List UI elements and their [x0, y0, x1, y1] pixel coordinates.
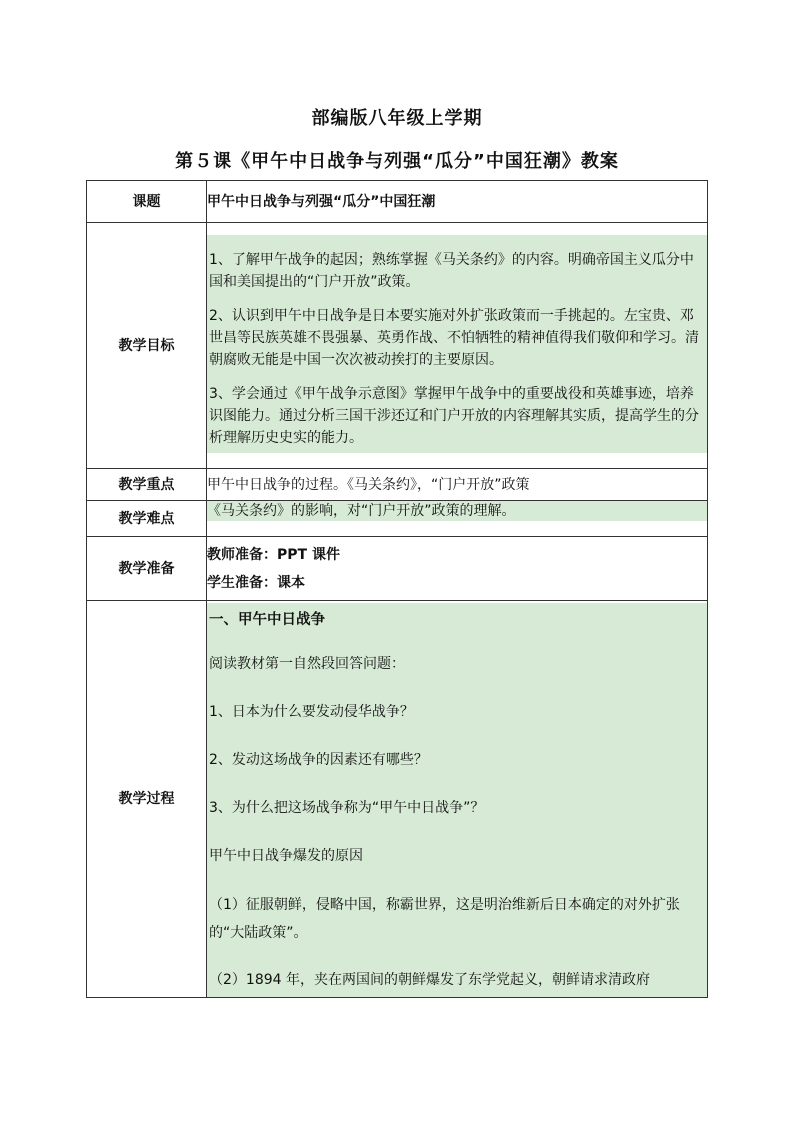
row-difficulties — [87, 501, 708, 537]
doc-title-line1: 部编版八年级上学期 — [311, 108, 483, 129]
difficulties-value: 《马关条约》的影响，对“门户开放”政策的理解。 — [207, 501, 707, 521]
key-points-value: 甲午中日战争的过程。《马关条约》，“门户开放”政策 — [207, 469, 708, 501]
process-line-4: 3、为什么把这场战争称为“甲午中日战争”？ — [209, 800, 485, 816]
topic-value: 甲午中日战争与列强“瓜分”中国狂潮 — [207, 181, 708, 223]
process-heading: 一、甲午中日战争 — [209, 612, 325, 628]
process-line-6: （1）征服朝鲜，侵略中国，称霸世界，这是明治维新后日本确定的对外扩张的“大陆政策”。 — [209, 897, 680, 941]
doc-title-line2: 第５课《甲午中日战争与列强“瓜分”中国狂潮》教案 — [175, 151, 619, 172]
key-points-label: 教学重点 — [87, 469, 207, 501]
topic-label: 课题 — [87, 181, 207, 223]
goals-highlight — [207, 235, 707, 453]
goal-item-3: 3、学会通过《甲午战争示意图》掌握甲午战争中的重要战役和英雄事迹，培养识图能力。通过分析三国干涉还辽和门户开放的内容理解其实质，提高学生的分析理解历史史实的能力。 — [209, 386, 699, 446]
goal-item-2: 2、认识到甲午中日战争是日本要实施对外扩张政策而一手挑起的。左宝贵、邓世昌等民族英雄不畏强暴、英勇作战、不怕牺牲的精神值得我们敬仰和学习。清朝腐败无能是中国一次次被动挨打的主要原因。 — [209, 308, 699, 368]
process-highlight — [207, 603, 707, 997]
difficulties-content — [207, 501, 708, 537]
row-process — [87, 601, 708, 998]
difficulties-label: 教学难点 — [87, 501, 207, 537]
goals-content — [207, 223, 708, 469]
process-line-7: （2）1894 年，夹在两国间的朝鲜爆发了东学党起义，朝鲜请求清政府 — [209, 972, 650, 988]
row-preparation — [87, 537, 708, 601]
row-goals — [87, 223, 708, 469]
goal-item-1: 1、了解甲午战争的起因；熟练掌握《马关条约》的内容。明确帝国主义瓜分中国和美国提出的“门户开放”政策。 — [209, 252, 694, 290]
row-topic — [87, 181, 708, 223]
lesson-plan-table — [86, 180, 708, 998]
goals-label: 教学目标 — [87, 223, 207, 469]
process-label: 教学过程 — [87, 601, 207, 998]
process-line-2: 1、日本为什么要发动侵华战争？ — [209, 704, 414, 720]
preparation-content — [207, 537, 708, 601]
process-line-1: 阅读教材第一自然段回答问题： — [209, 656, 405, 672]
row-key-points — [87, 469, 708, 501]
preparation-student: 学生准备：课本 — [207, 574, 305, 591]
process-content — [207, 601, 708, 998]
preparation-label: 教学准备 — [87, 537, 207, 601]
preparation-teacher: 教师准备：PPT 课件 — [207, 546, 340, 563]
process-line-5: 甲午中日战争爆发的原因 — [209, 848, 363, 864]
process-line-3: 2、发动这场战争的因素还有哪些？ — [209, 752, 428, 768]
